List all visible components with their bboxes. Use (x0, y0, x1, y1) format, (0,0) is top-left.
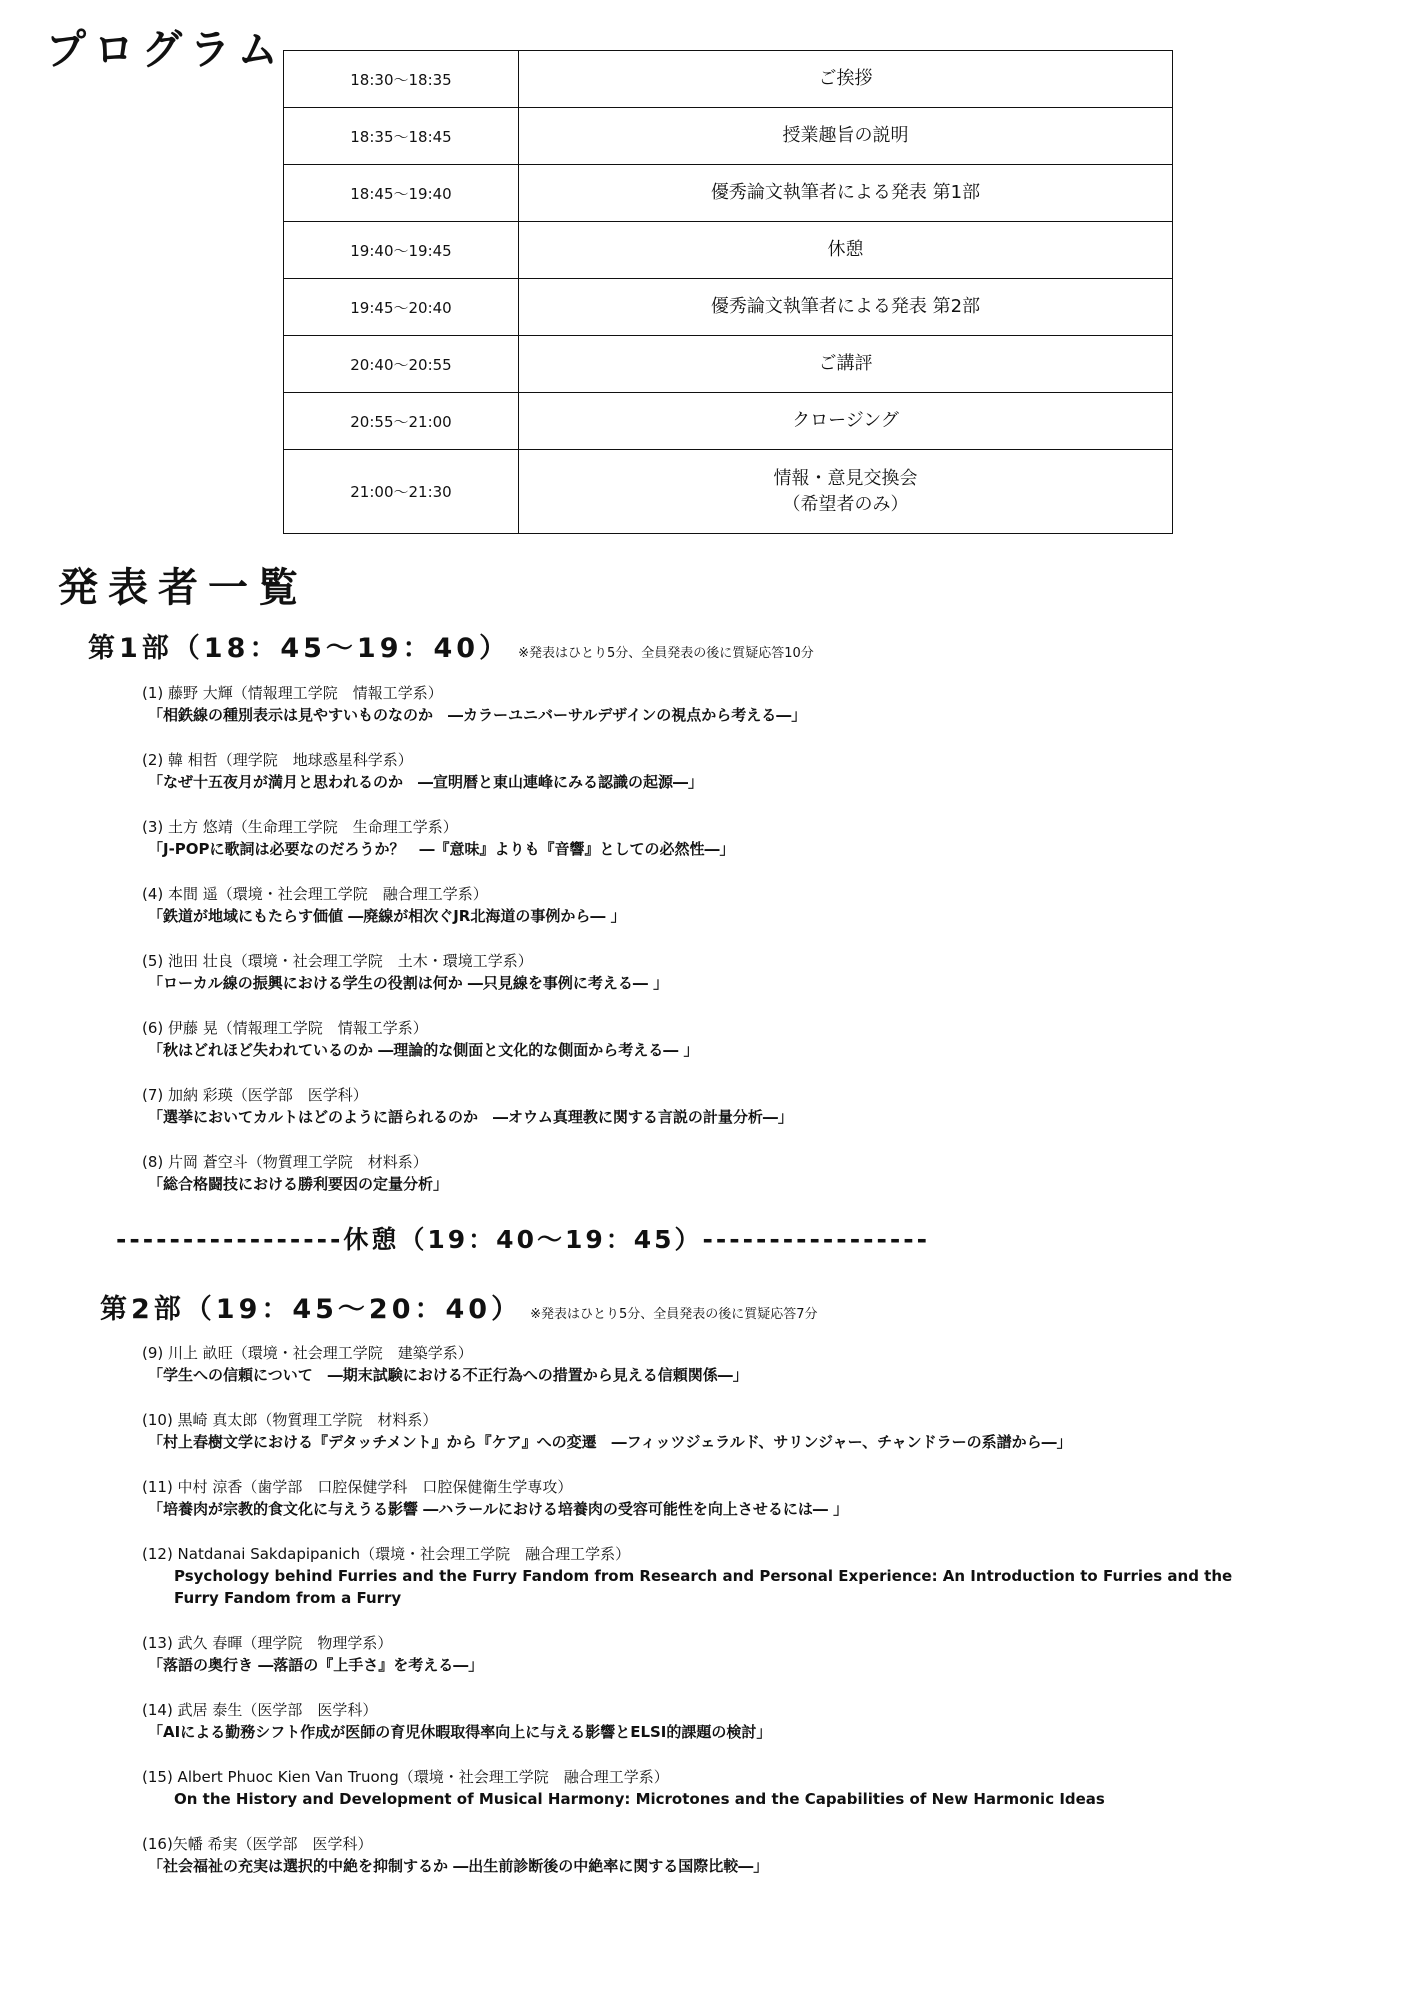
presenter-name: (7) 加納 彩瑛（医学部 医学科） (142, 1086, 368, 1104)
schedule-time: 19:45〜20:40 (284, 279, 519, 336)
schedule-time: 19:40〜19:45 (284, 222, 519, 279)
presentation-title: 「学生への信頼について ―期末試験における不正行為への措置から見える信頼関係―」 (148, 1366, 748, 1384)
presenter-entry (142, 1632, 1242, 1699)
presentation-title: Psychology behind Furries and the Furry Fandom from Research and Personal Experience: An Introduction to Furries and the Furry Fandom from a Furry (174, 1567, 1233, 1607)
presenter-name: (8) 片岡 蒼空斗（物質理工学院 材料系） (142, 1153, 428, 1171)
schedule-item-note: （希望者のみ） (782, 493, 909, 515)
presenter-entry (142, 1151, 1242, 1218)
presenter-entry (142, 816, 1242, 883)
presenter-entry (142, 883, 1242, 950)
schedule-item: 優秀論文執筆者による発表 第2部 (519, 279, 1173, 336)
presentation-title: 「J-POPに歌詞は必要なのだろうか？ ―『意味』よりも『音響』としての必然性―」 (148, 840, 735, 858)
presentation-title: 「総合格闘技における勝利要因の定量分析」 (148, 1175, 449, 1193)
presentation-title: 「鉄道が地域にもたらす価値 ―廃線が相次ぐJR北海道の事例から― 」 (148, 907, 626, 925)
presenter-name: (14) 武居 泰生（医学部 医学科） (142, 1701, 378, 1719)
part2-heading (100, 1287, 818, 1326)
schedule-item: 授業趣旨の説明 (519, 108, 1173, 165)
part1-heading (88, 626, 814, 665)
presenter-entry (142, 1409, 1242, 1476)
presenter-name: (13) 武久 春暉（理学院 物理学系） (142, 1634, 393, 1652)
presenter-entry (142, 1017, 1242, 1084)
presenter-name: (11) 中村 涼香（歯学部 口腔保健学科 口腔保健衛生学専攻） (142, 1478, 573, 1496)
presenter-name: (4) 本間 遥（環境・社会理工学院 融合理工学系） (142, 885, 488, 903)
presentation-title: 「落語の奥行き ―落語の『上手さ』を考える―」 (148, 1656, 484, 1674)
presentation-title: 「秋はどれほど失われているのか ―理論的な側面と文化的な側面から考える― 」 (148, 1041, 699, 1059)
program-heading: プログラム (46, 26, 286, 75)
part2-note: ※発表はひとり5分、全員発表の後に質疑応答7分 (530, 1307, 818, 1322)
part2-title: 第2部（19：45〜20：40） (100, 1294, 523, 1325)
part2-list (142, 1342, 1242, 1900)
presenter-entry (142, 1699, 1242, 1766)
schedule-row (284, 279, 1173, 336)
schedule-item: クロージング (519, 393, 1173, 450)
presenter-name: (10) 黒崎 真太郎（物質理工学院 材料系） (142, 1411, 438, 1429)
schedule-time: 18:45〜19:40 (284, 165, 519, 222)
presenter-entry (142, 682, 1242, 749)
presenter-entry (142, 1766, 1242, 1833)
presenter-entry (142, 1833, 1242, 1900)
schedule-item: ご挨拶 (519, 51, 1173, 108)
presenter-entry (142, 1476, 1242, 1543)
presenter-name: (15) Albert Phuoc Kien Van Truong（環境・社会理工学院 融合理工学系） (142, 1768, 669, 1786)
schedule-item: 優秀論文執筆者による発表 第1部 (519, 165, 1173, 222)
part1-list (142, 682, 1242, 1218)
presentation-title: 「相鉄線の種別表示は見やすいものなのか ―カラーユニバーサルデザインの視点から考える―」 (148, 706, 807, 724)
presenter-name: (2) 韓 相哲（理学院 地球惑星科学系） (142, 751, 413, 769)
presenter-name: (1) 藤野 大輝（情報理工学院 情報工学系） (142, 684, 443, 702)
schedule-item: ご講評 (519, 336, 1173, 393)
schedule-row (284, 336, 1173, 393)
presenter-name: (3) 土方 悠靖（生命理工学院 生命理工学系） (142, 818, 458, 836)
presentation-title: 「なぜ十五夜月が満月と思われるのか ―宣明暦と東山連峰にみる認識の起源―」 (148, 773, 704, 791)
schedule-item: 休憩 (519, 222, 1173, 279)
presentation-title: 「村上春樹文学における『デタッチメント』から『ケア』への変遷 ―フィッツジェラルド、サリンジャー、チャンドラーの系譜から―」 (148, 1433, 1072, 1451)
presentation-title: 「ローカル線の振興における学生の役割は何か ―只見線を事例に考える― 」 (148, 974, 669, 992)
schedule-item (519, 450, 1173, 534)
presenter-name: (9) 川上 畝旺（環境・社会理工学院 建築学系） (142, 1344, 473, 1362)
schedule-time: 21:00〜21:30 (284, 450, 519, 534)
presentation-title: 「選挙においてカルトはどのように語られるのか ―オウム真理教に関する言説の計量分析―」 (148, 1108, 793, 1126)
schedule-row (284, 222, 1173, 279)
presentation-title: 「AIによる勤務シフト作成が医師の育児休暇取得率向上に与える影響とELSI的課題の検討」 (148, 1723, 772, 1741)
schedule-time: 20:40〜20:55 (284, 336, 519, 393)
presenter-name: (16)矢幡 希実（医学部 医学科） (142, 1835, 373, 1853)
presentation-title: 「社会福祉の充実は選択的中絶を抑制するか ―出生前診断後の中絶率に関する国際比較―」 (148, 1857, 769, 1875)
presenter-entry (142, 1543, 1242, 1632)
presentation-title: 「培養肉が宗教的食文化に与えうる影響 ―ハラールにおける培養肉の受容可能性を向上させるには― 」 (148, 1500, 849, 1518)
presenters-heading: 発表者一覧 (58, 565, 308, 611)
part1-note: ※発表はひとり5分、全員発表の後に質疑応答10分 (518, 646, 814, 661)
schedule-time: 20:55〜21:00 (284, 393, 519, 450)
schedule-time: 18:35〜18:45 (284, 108, 519, 165)
presenter-name: (12) Natdanai Sakdapipanich（環境・社会理工学院 融合理工学系） (142, 1545, 631, 1563)
presenter-entry (142, 1342, 1242, 1409)
schedule-row (284, 108, 1173, 165)
schedule-row (284, 165, 1173, 222)
presenter-entry (142, 1084, 1242, 1151)
part1-title: 第1部（18：45〜19：40） (88, 633, 511, 664)
presenter-entry (142, 950, 1242, 1017)
presenter-name: (5) 池田 壮良（環境・社会理工学院 土木・環境工学系） (142, 952, 533, 970)
schedule-row (284, 450, 1173, 534)
schedule-row (284, 51, 1173, 108)
break-divider: -----------------休憩（19：40〜19：45）----------------- (116, 1225, 930, 1254)
schedule-time: 18:30〜18:35 (284, 51, 519, 108)
schedule-table (283, 50, 1173, 534)
schedule-item-line: 情報・意見交換会 (773, 467, 918, 489)
presentation-title: On the History and Development of Musical Harmony: Microtones and the Capabilities of New Harmonic Ideas (174, 1790, 1105, 1808)
presenter-entry (142, 749, 1242, 816)
presenter-name: (6) 伊藤 晃（情報理工学院 情報工学系） (142, 1019, 428, 1037)
schedule-row (284, 393, 1173, 450)
